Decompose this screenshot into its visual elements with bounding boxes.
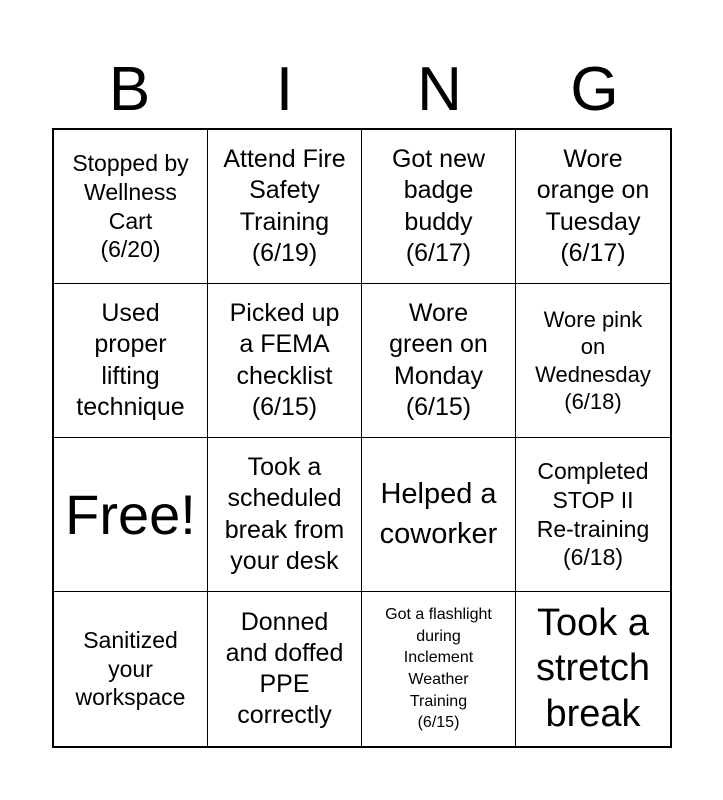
bingo-cell-8[interactable] bbox=[516, 284, 670, 438]
bingo-cell-13[interactable] bbox=[54, 592, 208, 746]
bingo-cell-text: Wore orange on Tuesday (6/17) bbox=[536, 145, 650, 267]
bingo-board bbox=[52, 128, 672, 748]
bingo-cell-text: Got new badge buddy (6/17) bbox=[391, 145, 486, 267]
bingo-cell-5[interactable] bbox=[54, 284, 208, 438]
bingo-cell-text: Took a scheduled break from your desk bbox=[224, 453, 345, 575]
bingo-cell-text: Attend Fire Safety Training (6/19) bbox=[223, 145, 346, 267]
bingo-cell-2[interactable] bbox=[208, 130, 362, 284]
bingo-header bbox=[52, 52, 672, 128]
bingo-cell-3[interactable] bbox=[362, 130, 516, 284]
bingo-cell-text: Donned and doffed PPE correctly bbox=[225, 607, 344, 730]
bingo-cell-text: Used proper lifting technique bbox=[76, 299, 185, 421]
header-letter-i: I bbox=[275, 55, 294, 124]
bingo-cell-15[interactable] bbox=[362, 592, 516, 746]
bingo-cell-16[interactable] bbox=[516, 592, 670, 746]
bingo-cell-12[interactable] bbox=[516, 438, 670, 592]
bingo-cell-text: Helped a coworker bbox=[379, 478, 498, 550]
header-letter-g: G bbox=[570, 55, 619, 124]
bingo-cell-10[interactable] bbox=[208, 438, 362, 592]
bingo-cell-text: Sanitized your workspace bbox=[75, 626, 186, 711]
bingo-cell-text: Completed STOP II Re-training (6/18) bbox=[536, 458, 650, 571]
bingo-cell-6[interactable] bbox=[208, 284, 362, 438]
bingo-cell-text: Picked up a FEMA checklist (6/15) bbox=[229, 299, 340, 421]
bingo-cell-text: Stopped by Wellness Cart (6/20) bbox=[72, 150, 189, 263]
header-letter-n: N bbox=[417, 55, 462, 124]
header-letter-b: B bbox=[108, 55, 151, 124]
bingo-cell-1[interactable] bbox=[54, 130, 208, 284]
bingo-cell-14[interactable] bbox=[208, 592, 362, 746]
bingo-cell-7[interactable] bbox=[362, 284, 516, 438]
bingo-cell-4[interactable] bbox=[516, 130, 670, 284]
bingo-cell-text: Wore green on Monday (6/15) bbox=[389, 299, 488, 421]
bingo-cell-text: Took a stretch break bbox=[535, 601, 651, 735]
bingo-cell-text: Free! bbox=[65, 482, 196, 546]
bingo-cell-11[interactable] bbox=[362, 438, 516, 592]
bingo-cell-text: Got a flashlight during Inclement Weather Training (6/15) bbox=[385, 606, 492, 732]
bingo-cell-text: Wore pink on Wednesday (6/18) bbox=[535, 306, 651, 414]
bingo-cell-free[interactable] bbox=[54, 438, 208, 592]
